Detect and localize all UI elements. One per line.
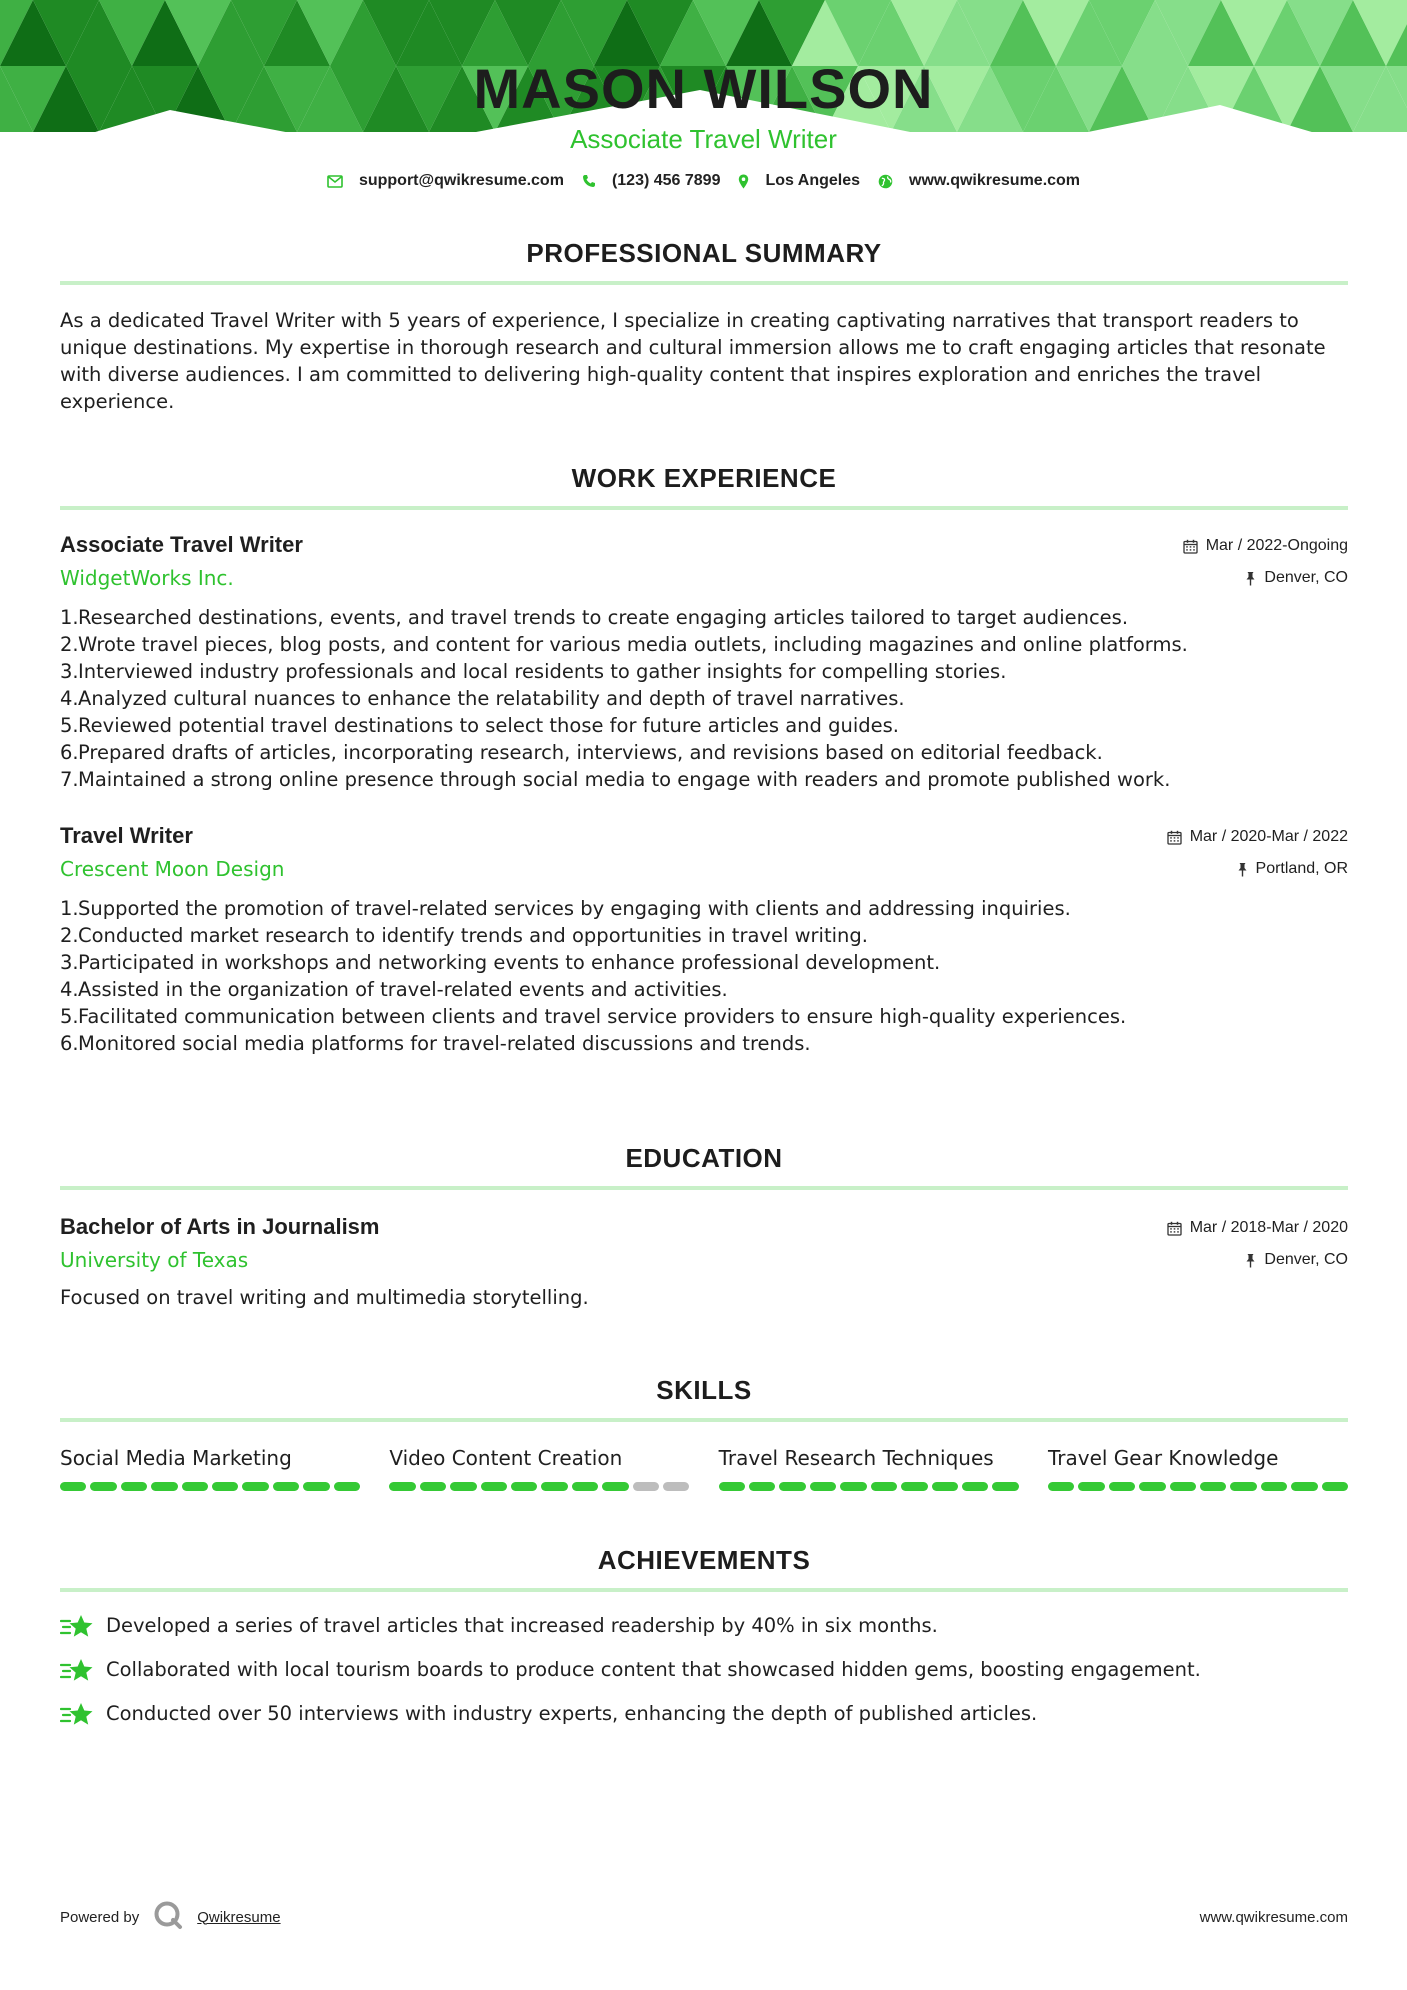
skill-level-segment <box>871 1482 897 1491</box>
envelope-icon <box>327 175 343 188</box>
education-dates <box>1167 1212 1348 1244</box>
list-item <box>60 1612 1348 1639</box>
candidate-name: MASON WILSON <box>473 57 934 120</box>
skill-level-segment <box>1109 1482 1135 1491</box>
skill-level-segment <box>90 1482 116 1491</box>
list-item <box>60 1656 1348 1683</box>
skill-level-segment <box>1230 1482 1256 1491</box>
education-location-text: Denver, CO <box>1264 1251 1348 1268</box>
skill-level-segment <box>719 1482 745 1491</box>
job-entry <box>60 821 1348 1057</box>
skill-item <box>719 1444 1019 1491</box>
skill-level-segment <box>511 1482 537 1491</box>
contact-phone-text: (123) 456 7899 <box>611 172 721 189</box>
skill-level-segment <box>420 1482 446 1491</box>
skill-level-segment <box>779 1482 805 1491</box>
summary-text: As a dedicated Travel Writer with 5 years of experience, I specialize in creating captivating narratives that transport readers to unique destinations. My expertise in thorough research and cultural immersion allows me to craft engaging articles that resonate with diverse audiences. I am committed to delivering high-quality content that inspires exploration and enriches the travel experience. <box>60 309 1326 413</box>
list-item <box>60 1700 1348 1727</box>
job-company: Crescent Moon Design <box>60 857 285 881</box>
skill-level-segment <box>303 1482 329 1491</box>
list-item: 3. Interviewed industry professionals and local residents to gather insights for compelling stories. <box>60 660 1007 683</box>
contact-phone[interactable] <box>582 172 721 190</box>
list-item: 4. Analyzed cultural nuances to enhance the relatability and depth of travel narratives. <box>60 687 905 710</box>
skill-level-segment <box>273 1482 299 1491</box>
skills-list <box>60 1444 1348 1491</box>
skill-level-segment <box>1139 1482 1165 1491</box>
list-item: 4. Assisted in the organization of travel-related events and activities. <box>60 978 728 1001</box>
skill-level-segment <box>121 1482 147 1491</box>
experience-section <box>60 463 1348 1057</box>
skill-level-segment <box>450 1482 476 1491</box>
job-title: Travel Writer <box>60 823 193 848</box>
job-location-text: Denver, CO <box>1264 569 1348 586</box>
skill-level-segment <box>633 1482 659 1491</box>
candidate-title: Associate Travel Writer <box>570 124 837 154</box>
skills-heading: SKILLS <box>656 1375 752 1405</box>
pushpin-icon <box>1245 571 1256 586</box>
map-pin-icon <box>738 174 749 189</box>
section-divider <box>60 1186 1348 1190</box>
skill-level-segment <box>992 1482 1018 1491</box>
contact-website[interactable] <box>878 172 1080 190</box>
skill-level-segment <box>840 1482 866 1491</box>
skill-level-segment <box>151 1482 177 1491</box>
page-footer <box>60 1900 1348 1934</box>
job-title: Associate Travel Writer <box>60 532 303 557</box>
list-item: 1. Supported the promotion of travel-related services by engaging with clients and addressing inquiries. <box>60 897 1071 920</box>
skill-name: Video Content Creation <box>389 1446 623 1470</box>
calendar-icon <box>1167 1221 1182 1236</box>
achievements-list <box>60 1612 1348 1727</box>
list-item: 7. Maintained a strong online presence through social media to engage with readers and promote published work. <box>60 768 1171 791</box>
section-divider <box>60 506 1348 510</box>
skill-level-segment <box>1261 1482 1287 1491</box>
education-heading: EDUCATION <box>625 1143 783 1173</box>
skill-name: Travel Research Techniques <box>718 1446 994 1470</box>
education-dates-text: Mar / 2018-Mar / 2020 <box>1189 1219 1348 1236</box>
job-location <box>1183 562 1348 594</box>
skill-level-segment <box>932 1482 958 1491</box>
calendar-icon <box>1167 830 1182 845</box>
achievement-text: Collaborated with local tourism boards to produce content that showcased hidden gems, boosting engagement. <box>106 1658 1201 1681</box>
qwikresume-logo-icon <box>153 1900 183 1934</box>
resume-header <box>0 56 1407 156</box>
skill-level-segment <box>182 1482 208 1491</box>
skill-level-segment <box>212 1482 238 1491</box>
job-bullets <box>60 604 1348 793</box>
globe-icon <box>878 174 893 189</box>
education-section <box>60 1143 1348 1311</box>
skill-level-segment <box>1048 1482 1074 1491</box>
skill-level-bar <box>60 1482 360 1491</box>
skill-name: Social Media Marketing <box>60 1446 292 1470</box>
skill-level-segment <box>1200 1482 1226 1491</box>
summary-heading: PROFESSIONAL SUMMARY <box>526 238 882 268</box>
summary-section <box>60 238 1348 415</box>
job-bullets <box>60 895 1348 1057</box>
skill-level-segment <box>962 1482 988 1491</box>
skill-level-segment <box>810 1482 836 1491</box>
experience-heading: WORK EXPERIENCE <box>571 463 837 493</box>
contact-location <box>738 172 860 190</box>
skill-item <box>1048 1444 1348 1491</box>
phone-icon <box>582 174 596 188</box>
skill-name: Travel Gear Knowledge <box>1047 1446 1279 1470</box>
skill-level-segment <box>389 1482 415 1491</box>
skill-item <box>60 1444 360 1491</box>
pushpin-icon <box>1245 1253 1256 1268</box>
contact-email-text: support@qwikresume.com <box>358 172 564 189</box>
skill-level-bar <box>1048 1482 1348 1491</box>
contact-website-text: www.qwikresume.com <box>909 172 1081 189</box>
list-item: 3. Participated in workshops and networking events to enhance professional development. <box>60 951 941 974</box>
skill-level-segment <box>242 1482 268 1491</box>
section-divider <box>60 1588 1348 1592</box>
achievements-heading: ACHIEVEMENTS <box>597 1545 811 1575</box>
skill-level-segment <box>1322 1482 1348 1491</box>
skills-section <box>60 1375 1348 1491</box>
list-item: 5. Reviewed potential travel destinations to select those for future articles and guides. <box>60 714 899 737</box>
list-item: 5. Facilitated communication between clients and travel service providers to ensure high-quality experiences. <box>60 1005 1127 1028</box>
job-dates <box>1167 821 1348 853</box>
star-icon <box>60 1701 94 1727</box>
degree-title: Bachelor of Arts in Journalism <box>60 1214 380 1239</box>
job-location <box>1167 853 1348 885</box>
powered-by-label: Powered by <box>60 1908 140 1926</box>
skill-item <box>389 1444 689 1491</box>
star-icon <box>60 1657 94 1683</box>
job-dates <box>1183 530 1348 562</box>
section-divider <box>60 1418 1348 1422</box>
list-item: 6. Prepared drafts of articles, incorporating research, interviews, and revisions based on editorial feedback. <box>60 741 1103 764</box>
job-dates-text: Mar / 2022-Ongoing <box>1205 537 1348 554</box>
section-divider <box>60 281 1348 285</box>
contact-location-text: Los Angeles <box>765 172 861 189</box>
skill-level-segment <box>1170 1482 1196 1491</box>
skill-level-segment <box>572 1482 598 1491</box>
footer-website[interactable]: www.qwikresume.com <box>1199 1908 1348 1926</box>
skill-level-segment <box>1078 1482 1104 1491</box>
skill-level-segment <box>602 1482 628 1491</box>
skill-level-bar <box>719 1482 1019 1491</box>
skill-level-bar <box>389 1482 689 1491</box>
qwikresume-link[interactable]: Qwikresume <box>197 1908 281 1926</box>
contact-email[interactable] <box>327 172 564 190</box>
achievement-text: Developed a series of travel articles that increased readership by 40% in six months. <box>106 1614 938 1637</box>
skill-level-segment <box>334 1482 360 1491</box>
contact-bar <box>0 172 1407 190</box>
skill-level-segment <box>749 1482 775 1491</box>
skill-level-segment <box>481 1482 507 1491</box>
list-item: 2. Conducted market research to identify trends and opportunities in travel writing. <box>60 924 868 947</box>
achievements-section <box>60 1545 1348 1744</box>
skill-level-segment <box>60 1482 86 1491</box>
skill-level-segment <box>1291 1482 1317 1491</box>
job-company: WidgetWorks Inc. <box>60 566 234 590</box>
education-description: Focused on travel writing and multimedia storytelling. <box>60 1286 589 1309</box>
achievement-text: Conducted over 50 interviews with industry experts, enhancing the depth of published articles. <box>106 1702 1038 1725</box>
skill-level-segment <box>901 1482 927 1491</box>
list-item: 2. Wrote travel pieces, blog posts, and content for various media outlets, including magazines and online platforms. <box>60 633 1188 656</box>
list-item: 6. Monitored social media platforms for travel-related discussions and trends. <box>60 1032 811 1055</box>
job-entry <box>60 530 1348 793</box>
list-item: 1. Researched destinations, events, and travel trends to create engaging articles tailored to target audiences. <box>60 606 1129 629</box>
star-icon <box>60 1613 94 1639</box>
education-location <box>1167 1244 1348 1276</box>
pushpin-icon <box>1237 862 1248 877</box>
school-name: University of Texas <box>60 1248 249 1272</box>
skill-level-segment <box>663 1482 689 1491</box>
calendar-icon <box>1183 539 1198 554</box>
skill-level-segment <box>541 1482 567 1491</box>
job-location-text: Portland, OR <box>1255 860 1348 877</box>
job-dates-text: Mar / 2020-Mar / 2022 <box>1189 828 1348 845</box>
